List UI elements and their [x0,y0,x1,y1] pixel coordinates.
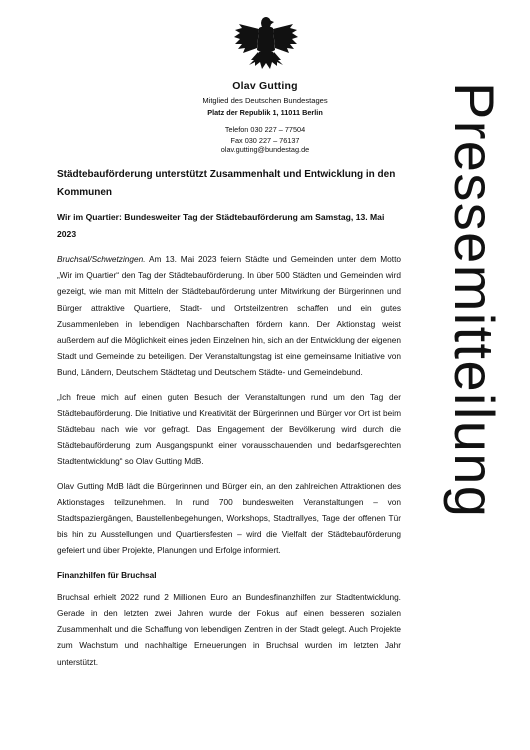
article-headline: Städtebauförderung unterstützt Zusammenhalt und Entwicklung in den Kommunen [57,169,396,198]
federal-eagle-icon [233,14,299,74]
press-release-side-title [426,82,506,622]
paragraph-4: Bruchsal erhielt 2022 rund 2 Millionen Euro an Bundesfinanzhilfen zur Stadtentwicklung. Gerade in den letzten zwei Jahren wurde der Fokus auf einen besseren sozialen Zusammenhalt und die Schaffung von lebendigen Zentren in der Stadt gelegt. Auch Projekte zum Wachstum und nachhaltige Erneuerungen in Bruchsal wurden im letzten Jahr unterstützt. [57,591,401,667]
paragraph-1-text: Am 13. Mai 2023 feiern Städte und Gemeinden unter dem Motto „Wir im Quartier“ den Tag der Städtebauförderung. In über 500 Städten und Gemeinden wird gezeigt, wie man mit Mitteln der Städtebauförderung unter Mitwirkung der Bürgerinnen und Bürger attraktive Quartiere, Stadt- und Ortsteilzentren schaffen und ein gutes Zusammenleben in lebendigen Nachbarschaften fördern kann. Der Aktionstag weist außerdem auf die Möglichkeit eines jeden Einzelnen hin, sich an der Entwicklung der eigenen Stadt und Gemeinde zu beteiligen. Der Veranstaltungstag ist eine gemeinsame Initiative von Bund, Ländern, Deutschem Städtetag und Deutschem Städte- und Gemeindebund. [57,254,401,378]
article-subheadline: Wir im Quartier: Bundesweiter Tag der Städtebauförderung am Samstag, 13. Mai 2023 [57,212,385,239]
paragraph-2: „Ich freue mich auf einen guten Besuch der Veranstaltungen rund um den Tag der Städtebauförderung. Die Initiative und Kreativität der Bürgerinnen und Bürger vor Ort ist beim Städtebau nach wie vor gefragt. Das Engagement der Bevölkerung wird durch die Städtebauförderung zum Ausgangspunkt einer vorausschauenden und bedarfsgerechten Stadtentwicklung“ so Olav Gutting MdB. [57,391,401,467]
author-name: Olav Gutting [232,80,298,92]
side-title-text: Pressemitteilung [443,82,506,519]
author-role: Mitglied des Deutschen Bundestages [202,96,328,105]
author-email-cut: olav.gutting@bundestag.de [220,145,310,154]
author-address: Platz der Republik 1, 11011 Berlin [207,108,323,117]
section-heading: Finanzhilfen für Bruchsal [57,569,157,580]
article-body [57,166,401,678]
paragraph-1 [57,251,401,381]
author-fax: Fax 030 227 – 76137 [230,136,300,145]
author-phone: Telefon 030 227 – 77504 [224,125,306,134]
paragraph-3: Olav Gutting MdB lädt die Bürgerinnen und Bürger ein, an den zahlreichen Attraktionen des Aktionstages teilzunehmen. In rund 700 bundesweiten Veranstaltungen – von Stadtspaziergängen, Baustellenbegehungen, Workshops, Stadtrallyes, Tage der offenen Tür bis hin zu Ausstellungen und Quartiersfesten – wird die Vielfalt der Städtebauförderung gefeiert und über Projekte, Planungen und Erfolge informiert. [57,480,401,556]
dateline: Bruchsal/Schwetzingen. [57,254,146,264]
